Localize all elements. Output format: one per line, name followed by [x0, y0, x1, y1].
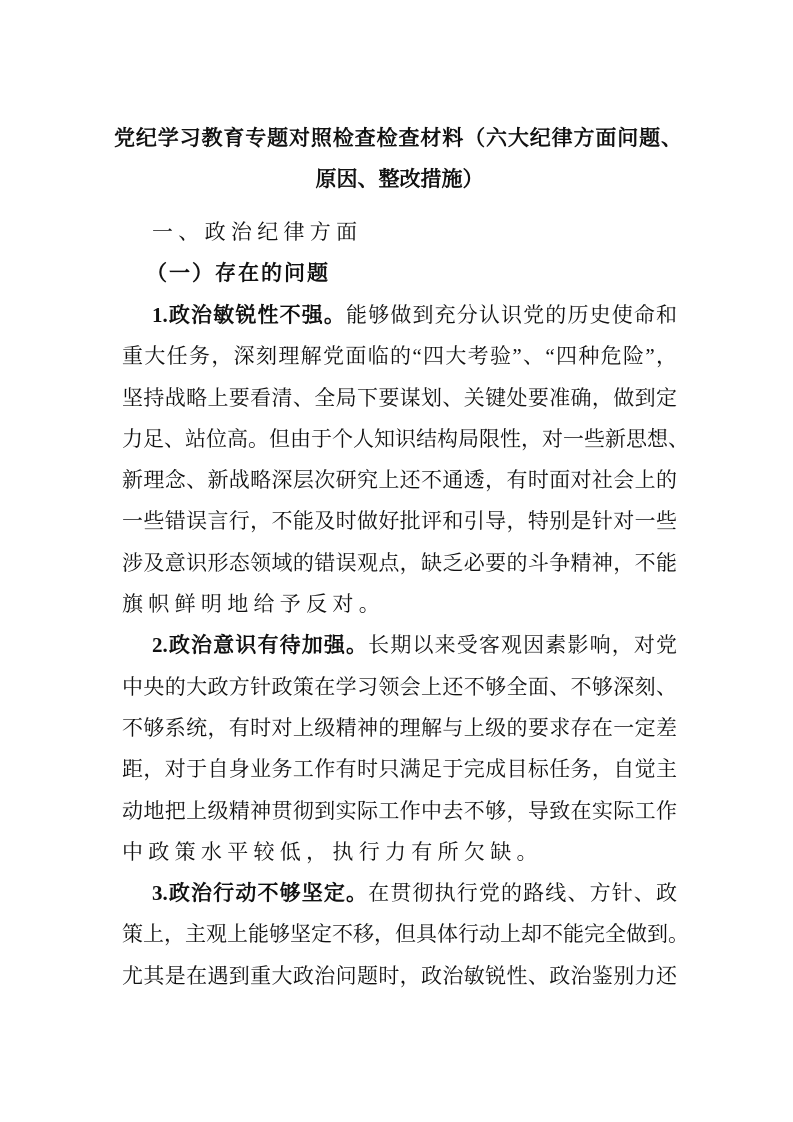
paragraph [122, 295, 689, 625]
paragraph-line: 不够系统，有时对上级精神的理解与上级的要求存在一定差 [122, 715, 677, 740]
paragraph-line: 新理念、新战略深层次研究上还不通透，有时面对社会上的 [122, 468, 677, 493]
paragraph-line: 尤其是在遇到重大政治问题时，政治敏锐性、政治鉴别力还 [122, 963, 677, 988]
paragraph [122, 873, 689, 997]
paragraph-line: 一些错误言行，不能及时做好批评和引导，特别是针对一些 [122, 509, 677, 534]
paragraph-line: 1.政治敏锐性不强。能够做到充分认识党的历史使命和 [152, 303, 678, 327]
paragraph [122, 625, 677, 873]
paragraph-line: 2.政治意识有待加强。长期以来受客观因素影响，对党 [152, 633, 678, 658]
paragraph-line: 3.政治行动不够坚定。在贯彻执行党的路线、方针、政 [152, 881, 678, 906]
paragraph-line: 坚持战略上要看清、全局下要谋划、关键处要准确，做到定 [122, 385, 677, 410]
paragraph-lead: 2.政治意识有待加强。 [152, 633, 369, 658]
body-paragraphs [122, 295, 689, 997]
title-line-1: 党纪学习教育专题对照检查检查材料（六大纪律方面问题、 [114, 126, 682, 150]
paragraph-line: 涉及意识形态领域的错误观点，缺乏必要的斗争精神，不能 [122, 550, 677, 575]
paragraph-lead: 3.政治行动不够坚定。 [152, 881, 369, 906]
document-title [114, 118, 682, 201]
paragraph-line: 策上，主观上能够坚定不移，但具体行动上却不能完全做到。 [122, 922, 689, 947]
paragraph-line: 旗帜鲜明地给予反对。 [122, 592, 385, 617]
paragraph-line: 重大任务，深刻理解党面临的“四大考验”、“四种危险”， [122, 344, 677, 369]
paragraph-line: 距，对于自身业务工作有时只满足于完成目标任务，自觉主 [122, 757, 677, 782]
paragraph-line: 中央的大政方针政策在学习领会上还不够全面、不够深刻、 [122, 674, 677, 699]
subsection-heading: （一）存在的问题 [146, 261, 330, 285]
paragraph-line: 力足、站位高。但由于个人知识结构局限性，对一些新思想、 [122, 426, 689, 451]
title-line-2: 原因、整改措施） [315, 167, 484, 192]
paragraph-line: 动地把上级精神贯彻到实际工作中去不够，导致在实际工作 [122, 798, 677, 823]
paragraph-lead: 1.政治敏锐性不强。 [152, 303, 347, 327]
section-heading: 一、政治纪律方面 [152, 220, 363, 244]
paragraph-line: 中政策水平较低，执行力有所欠缺。 [122, 839, 543, 864]
